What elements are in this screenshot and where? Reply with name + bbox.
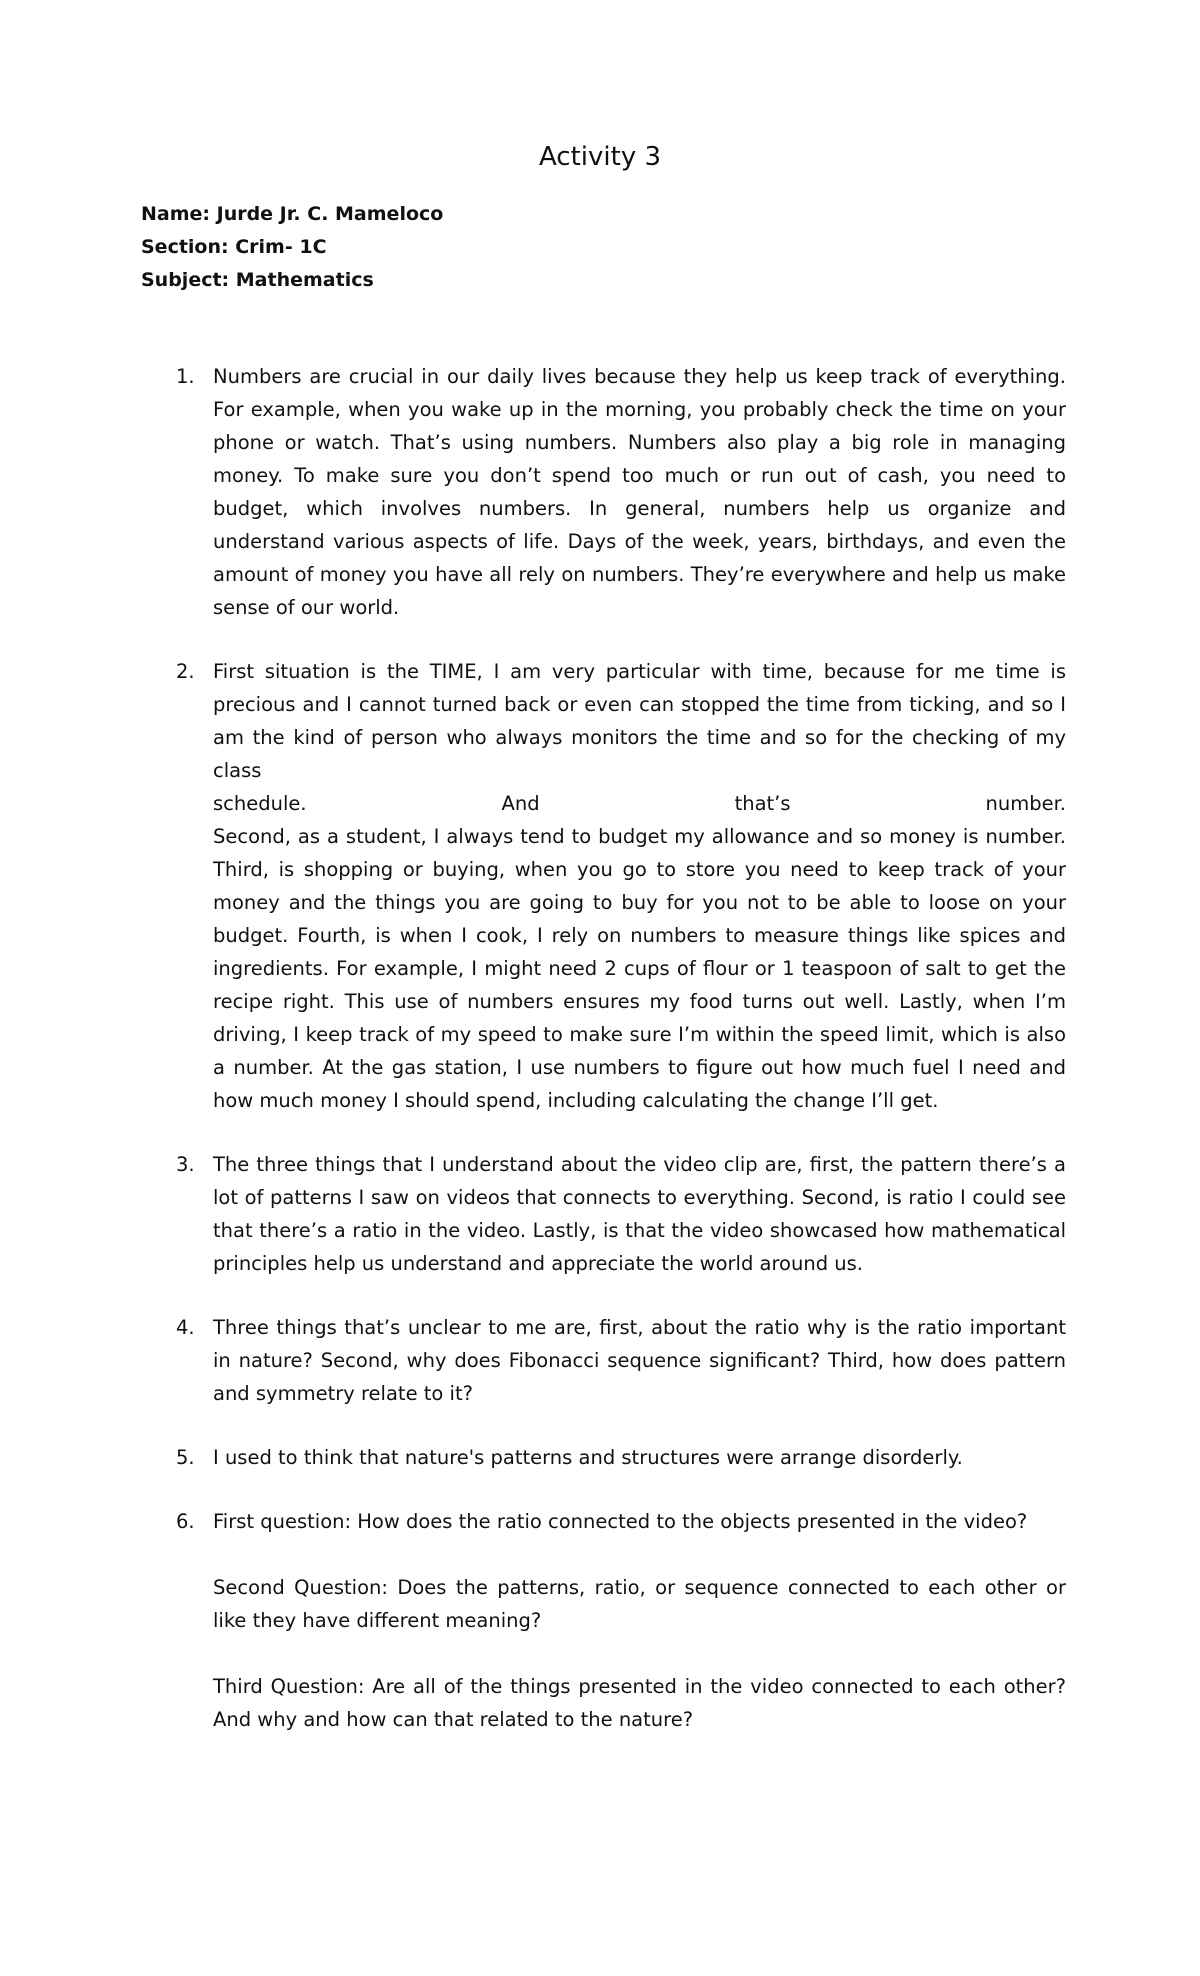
item-number: 3. (176, 1153, 195, 1176)
answer-text-part-a: First situation is the TIME, I am very particular with time, because for me time is precious and I cannot turned back or even can stopped the time from ticking, and so I am the kind of person who always monitors the time and so for the checking of my class (213, 660, 1066, 782)
answer-text: Numbers are crucial in our daily lives because they help us keep track of everything. For example, when you wake up in the morning, you probably check the time on your phone or watch. That’s using numbers. Numbers also play a big role in managing money. To make sure you don’t spend too much or run out of cash, you need to budget, which involves numbers. In general, numbers help us organize and understand various aspects of life. Days of the week, years, birthdays, and even the amount of money you have all rely on numbers. They’re everywhere and help us make sense of our world. (213, 365, 1066, 619)
third-question: Third Question: Are all of the things presented in the video connected to each other? And why and how can that related to the nature? (213, 1675, 1066, 1731)
answer-list (141, 360, 1066, 1767)
answer-text-part-b: schedule. And that’s number. (213, 792, 1066, 815)
answer-text-part-c: Second, as a student, I always tend to budget my allowance and so money is number. Third, is shopping or buying, when you go to store you need to keep track of your money and the things you are going to buy for you not to be able to loose on your budget. Fourth, is when I cook, I rely on numbers to measure things like spices and ingredients. For example, I might need 2 cups of flour or 1 teaspoon of salt to get the recipe right. This use of numbers ensures my food turns out well. Lastly, when I’m driving, I keep track of my speed to make sure I’m within the speed limit, which is also a number. At the gas station, I use numbers to figure out how much fuel I need and how much money I should spend, including calculating the change I’ll get. (213, 825, 1066, 1112)
answer-item-5 (141, 1441, 1066, 1474)
document-title: Activity 3 (538, 142, 662, 172)
student-info (141, 198, 443, 297)
answer-text: I used to think that nature's patterns and structures were arrange disorderly. (213, 1446, 963, 1469)
student-section: Section: Crim- 1C (141, 236, 327, 258)
answer-text: The three things that I understand about the video clip are, first, the pattern there’s a lot of patterns I saw on videos that connects to everything. Second, is ratio I could see that there’s a ratio in the video. Lastly, is that the video showcased how mathematical principles help us understand and appreciate the world around us. (213, 1153, 1066, 1275)
item-number: 6. (176, 1510, 195, 1533)
item-number: 1. (176, 365, 195, 388)
answer-item-1 (141, 360, 1066, 624)
first-question: First question: How does the ratio connected to the objects presented in the video? (213, 1510, 1028, 1533)
answer-text (213, 655, 1066, 1117)
item-number: 4. (176, 1316, 195, 1339)
answer-item-2 (141, 655, 1066, 1117)
item-number: 5. (176, 1446, 195, 1469)
second-question: Second Question: Does the patterns, ratio, or sequence connected to each other or like they have different meaning? (213, 1576, 1066, 1632)
answer-text: Three things that’s unclear to me are, first, about the ratio why is the ratio important in nature? Second, why does Fibonacci sequence significant? Third, how does pattern and symmetry relate to it? (213, 1316, 1066, 1405)
answer-item-6 (141, 1505, 1066, 1736)
answer-item-4 (141, 1311, 1066, 1410)
student-subject: Subject: Mathematics (141, 269, 374, 291)
answer-item-3 (141, 1148, 1066, 1280)
student-name: Name: Jurde Jr. C. Mameloco (141, 203, 444, 225)
item-number: 2. (176, 660, 195, 683)
